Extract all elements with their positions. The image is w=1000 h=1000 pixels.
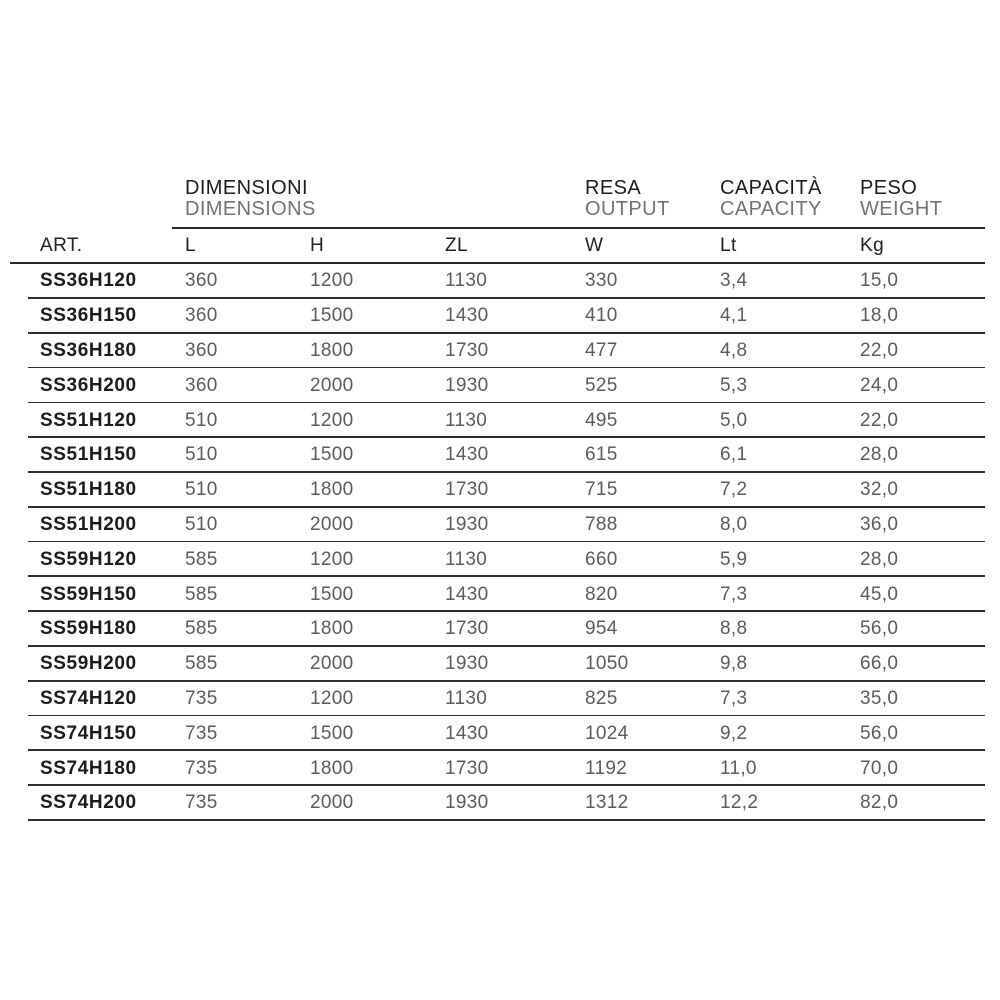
cell-w: 525 [585,374,618,396]
cell-kg: 82,0 [860,792,899,814]
table-row [10,299,985,334]
cell-lt: 12,2 [720,792,759,814]
cell-h: 2000 [310,374,354,396]
cell-kg: 24,0 [860,374,899,396]
cell-lt: 8,8 [720,618,748,640]
cell-kg: 56,0 [860,722,899,744]
cell-zl: 1130 [445,687,488,709]
cell-lt: 5,3 [720,374,748,396]
cell-l: 360 [185,305,218,327]
table-row [10,751,985,786]
cell-art: SS51H180 [40,479,137,501]
cell-l: 735 [185,757,218,779]
cell-w: 715 [585,479,618,501]
cell-w: 954 [585,618,618,640]
cell-w: 1050 [585,653,629,675]
cell-zl: 1430 [445,444,489,466]
table-row [10,542,985,577]
table-row [10,786,985,821]
col-header-kg: Kg [860,234,885,256]
cell-l: 360 [185,374,218,396]
group-label-secondary: WEIGHT [860,198,943,220]
cell-lt: 3,4 [720,270,748,292]
cell-w: 1312 [585,792,629,814]
cell-zl: 1930 [445,513,489,535]
cell-lt: 6,1 [720,444,748,466]
cell-h: 1200 [310,270,354,292]
table-row [10,508,985,543]
group-label-primary: RESA [585,177,642,199]
cell-kg: 32,0 [860,479,899,501]
cell-w: 825 [585,687,618,709]
group-header-weight [860,178,942,220]
cell-w: 330 [585,270,618,292]
cell-lt: 7,3 [720,583,748,605]
cell-w: 820 [585,583,618,605]
cell-lt: 7,3 [720,687,748,709]
cell-art: SS74H180 [40,757,137,779]
cell-h: 1800 [310,479,354,501]
cell-h: 2000 [310,513,354,535]
cell-h: 1800 [310,618,354,640]
group-header-row [10,178,985,222]
group-header-dimensions [185,178,316,220]
cell-lt: 9,2 [720,722,748,744]
cell-h: 1500 [310,444,354,466]
cell-l: 510 [185,479,218,501]
cell-zl: 1930 [445,792,489,814]
cell-art: SS59H180 [40,618,137,640]
cell-w: 495 [585,409,618,431]
col-header-lt: Lt [720,234,737,256]
table-row [10,647,985,682]
cell-w: 615 [585,444,618,466]
cell-zl: 1430 [445,583,489,605]
cell-art: SS74H200 [40,792,137,814]
cell-kg: 35,0 [860,687,899,709]
cell-art: SS51H200 [40,513,137,535]
cell-zl: 1130 [445,409,488,431]
cell-zl: 1130 [445,270,488,292]
col-header-h: H [310,234,325,256]
cell-zl: 1730 [445,618,489,640]
group-header-output [585,178,670,220]
cell-zl: 1730 [445,479,489,501]
table-row [10,264,985,299]
cell-w: 477 [585,339,618,361]
cell-art: SS36H200 [40,374,137,396]
cell-kg: 18,0 [860,305,899,327]
cell-art: SS36H120 [40,270,137,292]
cell-zl: 1930 [445,653,489,675]
cell-kg: 45,0 [860,583,899,605]
cell-l: 735 [185,722,218,744]
cell-l: 585 [185,548,218,570]
cell-l: 735 [185,687,218,709]
table-body [10,264,985,821]
table-row [10,368,985,403]
cell-zl: 1730 [445,757,489,779]
cell-kg: 66,0 [860,653,899,675]
cell-kg: 22,0 [860,339,899,361]
cell-kg: 28,0 [860,548,899,570]
cell-l: 510 [185,444,218,466]
cell-art: SS59H150 [40,583,137,605]
cell-art: SS59H200 [40,653,137,675]
cell-l: 735 [185,792,218,814]
cell-w: 1192 [585,757,628,779]
cell-kg: 70,0 [860,757,899,779]
cell-art: SS51H150 [40,444,137,466]
cell-zl: 1130 [445,548,488,570]
cell-zl: 1930 [445,374,489,396]
table-row [10,438,985,473]
col-header-art: ART. [40,234,83,256]
cell-lt: 4,1 [720,305,748,327]
cell-zl: 1430 [445,305,489,327]
group-header-capacity [720,178,822,220]
cell-l: 510 [185,409,218,431]
cell-w: 1024 [585,722,629,744]
cell-kg: 22,0 [860,409,899,431]
cell-art: SS36H180 [40,339,137,361]
group-label-secondary: DIMENSIONS [185,198,316,220]
cell-lt: 11,0 [720,757,757,779]
cell-lt: 4,8 [720,339,748,361]
cell-lt: 7,2 [720,479,748,501]
spec-table [10,178,985,821]
group-label-primary: CAPACITÀ [720,177,822,199]
cell-w: 660 [585,548,618,570]
col-header-w: W [585,234,604,256]
cell-zl: 1730 [445,339,489,361]
group-label-secondary: CAPACITY [720,198,822,220]
cell-w: 788 [585,513,618,535]
cell-w: 410 [585,305,618,327]
cell-l: 585 [185,653,218,675]
cell-kg: 15,0 [860,270,899,292]
cell-l: 360 [185,339,218,361]
table-row [10,716,985,751]
cell-art: SS74H150 [40,722,137,744]
cell-h: 1800 [310,757,354,779]
table-row [10,334,985,369]
table-row [10,403,985,438]
cell-h: 2000 [310,653,354,675]
col-header-zl: ZL [445,234,468,256]
cell-art: SS59H120 [40,548,137,570]
group-label-primary: PESO [860,177,918,199]
cell-h: 1200 [310,409,354,431]
column-header-row [10,229,985,264]
cell-h: 1500 [310,305,354,327]
cell-kg: 56,0 [860,618,899,640]
cell-h: 1500 [310,583,354,605]
group-label-secondary: OUTPUT [585,198,670,220]
cell-lt: 5,9 [720,548,748,570]
group-label-primary: DIMENSIONI [185,177,308,199]
cell-l: 360 [185,270,218,292]
cell-h: 1200 [310,548,354,570]
cell-lt: 5,0 [720,409,748,431]
table-row [10,473,985,508]
col-header-l: L [185,234,196,256]
cell-l: 585 [185,618,218,640]
cell-art: SS74H120 [40,687,137,709]
table-row [10,577,985,612]
cell-h: 1200 [310,687,354,709]
cell-kg: 36,0 [860,513,899,535]
cell-l: 585 [185,583,218,605]
cell-l: 510 [185,513,218,535]
cell-h: 2000 [310,792,354,814]
table-row [10,612,985,647]
cell-lt: 8,0 [720,513,748,535]
cell-lt: 9,8 [720,653,748,675]
cell-h: 1500 [310,722,354,744]
cell-art: SS36H150 [40,305,137,327]
cell-kg: 28,0 [860,444,899,466]
cell-zl: 1430 [445,722,489,744]
cell-art: SS51H120 [40,409,137,431]
table-row [10,682,985,717]
cell-h: 1800 [310,339,354,361]
